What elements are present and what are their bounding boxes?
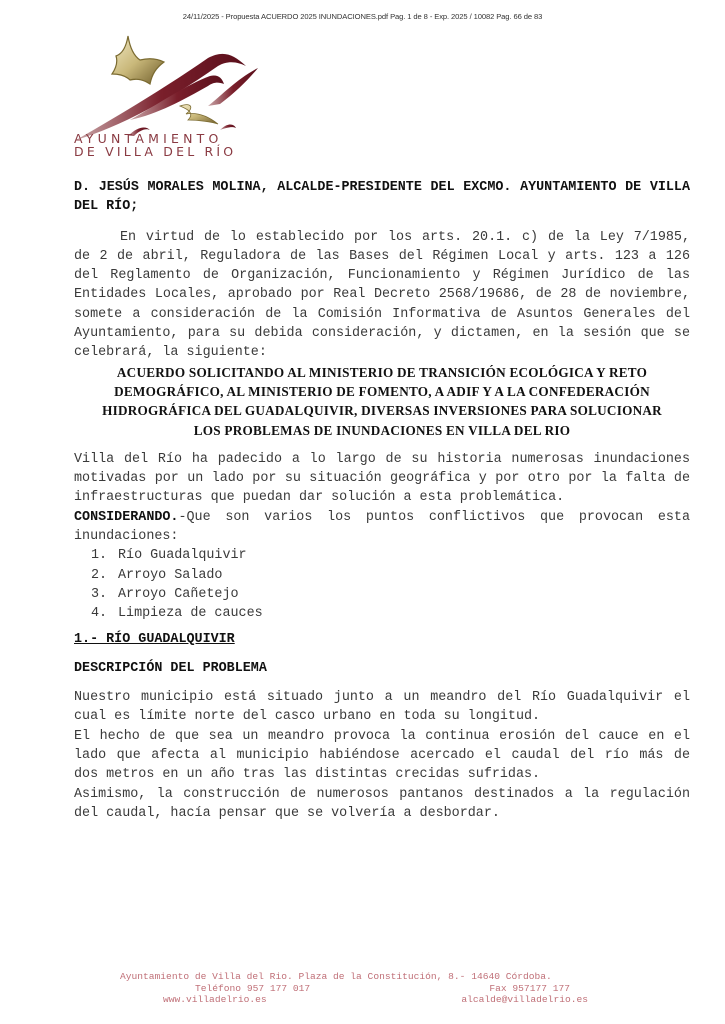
section-paragraph: El hecho de que sea un meandro provoca la continua erosión del cauce en el lado que afecta al municipio habiéndose acercado el caudal del río más de dos metros en un año tras las distintas crecidas sufridas.: [74, 728, 690, 783]
list-label: Arroyo Cañetejo: [118, 586, 239, 602]
mountain-stroke-3: [208, 68, 258, 106]
footer-address: Ayuntamiento de Villa del Rio. Plaza de la Constitución, 8.- 14640 Córdoba.: [120, 971, 552, 982]
river-stroke: [180, 105, 218, 124]
list-item: [74, 585, 690, 604]
footer-email-link[interactable]: alcalde@villadelrio.es: [461, 994, 588, 1006]
logo-title: AYUNTAMIENTO: [74, 131, 223, 146]
list-label: Arroyo Salado: [118, 567, 223, 583]
list-item: [74, 604, 690, 623]
footer-phone: Teléfono 957 177 017: [195, 982, 311, 994]
title-line: HIDROGRÁFICA DEL GUADALQUIVIR, DIVERSAS INVERSIONES PARA SOLUCIONAR: [102, 403, 662, 419]
list-number: 1.: [91, 548, 108, 564]
section-paragraph: Asimismo, la construcción de numerosos pantanos destinados a la regulación del caudal, hacía pensar que se volvería a desbordar.: [74, 786, 690, 821]
title-line: ACUERDO SOLICITANDO AL MINISTERIO DE TRANSICIÓN ECOLÓGICA Y RETO: [116, 364, 648, 380]
list-label: Limpieza de cauces: [118, 606, 263, 622]
agreement-title: [74, 363, 690, 440]
section-paragraph: Nuestro municipio está situado junto a un meandro del Río Guadalquivir el cual es límite norte del casco urbano en toda su longitud.: [74, 690, 690, 725]
document-stamp: 24/11/2025 - Propuesta ACUERDO 2025 INUNDACIONES.pdf Pag. 1 de 8 - Exp. 2025 / 10082 Pag. 66 de 83: [182, 12, 543, 21]
section-title: 1.- RÍO GUADALQUIVIR: [74, 631, 235, 647]
list-item: [74, 566, 690, 585]
list-number: 2.: [91, 567, 108, 583]
list-number: 3.: [91, 586, 108, 602]
considerando-text: -Que son varios los puntos conflictivos que provocan esta inundaciones:: [74, 509, 690, 545]
logo-subtitle: DE VILLA DEL RÍO: [74, 144, 237, 159]
considerando-paragraph: [74, 508, 690, 547]
considerando-label: CONSIDERANDO.: [74, 509, 179, 525]
document-body: [74, 178, 690, 823]
footer-fax: Fax 957177 177: [489, 982, 570, 994]
mayor-heading: D. JESÚS MORALES MOLINA, ALCALDE-PRESIDENTE DEL EXCMO. AYUNTAMIENTO DE VILLA DEL RÍO;: [74, 180, 690, 215]
list-item: [74, 546, 690, 565]
star-icon: [112, 36, 164, 84]
page-footer: [100, 971, 640, 1006]
conflict-points-list: [74, 546, 690, 623]
title-line: DEMOGRÁFICO, AL MINISTERIO DE FOMENTO, A ADIF Y A LA CONFEDERACIÓN: [114, 383, 650, 399]
footer-website-link[interactable]: www.villadelrio.es: [163, 994, 267, 1006]
title-line: LOS PROBLEMAS DE INUNDACIONES EN VILLA DEL RIO: [193, 422, 571, 438]
section-subtitle: DESCRIPCIÓN DEL PROBLEMA: [74, 660, 267, 676]
list-label: Río Guadalquivir: [118, 548, 247, 564]
context-paragraph: Villa del Río ha padecido a lo largo de su historia numerosas inundaciones motivadas por un lado por su situación geográfica y por otro por la falta de infraestructuras que puedan dar solución a esta problemática.: [74, 451, 690, 506]
intro-paragraph: En virtud de lo establecido por los arts. 20.1. c) de la Ley 7/1985, de 2 de abril, Reguladora de las Bases del Régimen Local y arts. 123 a 126 del Reglamento de Organización, Funcionamiento y Régimen Jurídico de las Entidades Locales, aprobado por Real Decreto 2568/19686, de 28 de noviembre, somete a consideración de la Comisión Informativa de Asuntos Generales del Ayuntamiento, para su debida consideración, y dictamen, en la sesión que se celebrará, la siguiente:: [74, 229, 690, 361]
river-stroke-2: [220, 125, 236, 131]
list-number: 4.: [91, 606, 108, 622]
